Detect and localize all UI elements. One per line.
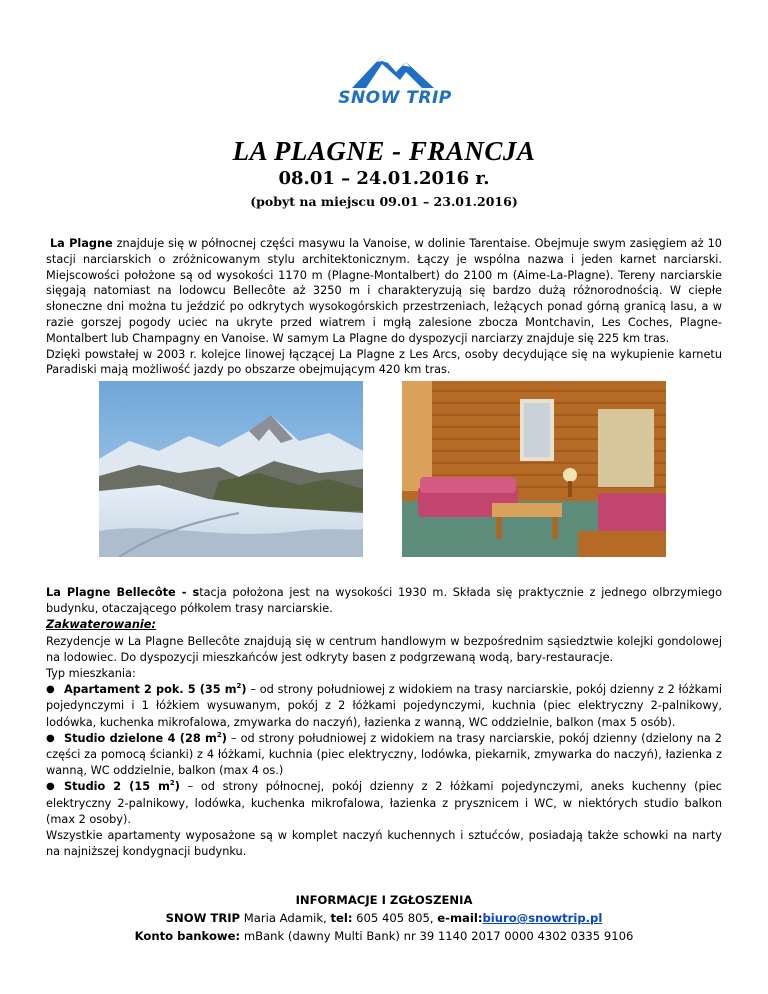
bullet-icon: ● — [46, 684, 55, 696]
accommodation-heading: Zakwaterowanie: — [46, 618, 156, 632]
company-name: SNOW TRIP — [165, 911, 241, 925]
types-label: Typ mieszkania: — [46, 667, 136, 681]
apartment-photo — [402, 381, 666, 557]
bank-line — [0, 927, 768, 945]
apartment-item: ● Apartament 2 pok. 5 (35 $m^2$) – od strony południowej z widokiem na trasy narciarskie, pokój dzienny z 2 łóżkami pojedynczymi i 1 łóżkiem wysuwanym, pokój z 2 łóżkami pojedynczymi, kuchnia (piec elektryczny 2-palnikowy, lodówka, kuchenka mikrofalowa, zmywarka do naczyń), łazienka z wanną, WC oddzielnie, balkon (max 5 osób). — [46, 682, 722, 729]
stay-dates: (pobyt na miejscu 09.01 – 23.01.2016) — [250, 194, 518, 209]
bellecote-paragraph — [46, 585, 722, 617]
email-label: e-mail: — [437, 911, 483, 925]
intro-text: znajduje się w północnej części masywu la Vanoise, w dolinie Tarentaise. Obejmuje swym zasięgiem aż 10 stacji narciarskich o zróżnicowanym stylu architektonicznym. Łączy je wspólna nazwa i jeden karnet narciarski. Miejscowości położone są od wysokości 1170 m (Plagne-Montalbert) do 2100 m (Aime-La-Plagne). Tereny narciarskie sięgają natomiast na lodowcu Bellecôte aż 3250 m i charakteryzują się bardzo dużą różnorodnością. W ciepłe słoneczne dni można tu jeździć po odkrytych wysokogórskich przestrzeniach, leżących ponad górną granicą lasu, a w razie gorszej pogody uciec na ukryte przed wiatrem i mgłą zalesione zbocza Montchavin, Les Coches, Plagne-Montalbert lub Champagny en Vanoise. W samym La Plagne do dyspozycji narciarzy znajduje się 225 km tras. — [46, 237, 722, 345]
tel-number: 605 405 805, — [352, 911, 438, 925]
tel-label: tel: — [330, 911, 353, 925]
page-title: LA PLAGNE - FRANCJA — [232, 136, 536, 166]
intro-paradiski: Dzięki powstałej w 2003 r. kolejce linowej łączącej La Plagne z Les Arcs, osoby decydujące się na wykupienie karnetu Paradiski mają możliwość jazdy po obszarze obejmującym 420 km tras. — [46, 347, 722, 377]
bullet-icon: ● — [46, 781, 55, 793]
footer-heading: INFORMACJE I ZGŁOSZENIA — [295, 893, 473, 907]
closing-paragraph: Wszystkie apartamenty wyposażone są w komplet naczyń kuchennych i sztućców, posiadają także schowki na narty na najniższej kondygnacji budynku. — [46, 829, 722, 859]
intro-paragraph — [46, 236, 722, 347]
mountain-icon — [330, 50, 460, 90]
snow-trip-logo — [330, 50, 460, 112]
mountain-photo — [99, 381, 363, 557]
email-link[interactable]: biuro@snowtrip.pl — [482, 911, 603, 925]
details-section — [46, 585, 722, 860]
contact-line — [0, 909, 768, 927]
studio-item: ● Studio 2 (15 $m^2$) – od strony północnej, pokój dzienny z 2 łóżkami pojedynczymi, aneks kuchenny (piec elektryczny 2-palnikowy, lodówka, kuchenka mikrofalowa, łazienka z prysznicem i WC, w niektórych studio balkon (max 2 osoby). — [46, 779, 722, 826]
bullet-icon: ● — [46, 732, 55, 744]
bellecote-text: tacja położona jest na wysokości 1930 m. Składa się praktycznie z jednego olbrzymiego budynku, otaczającego półkolem trasy narciarskie. — [46, 586, 723, 616]
contact-footer — [0, 891, 768, 945]
bank-label: Konto bankowe: — [134, 929, 241, 943]
intro-section — [46, 236, 722, 378]
contact-person: Maria Adamik, — [240, 911, 331, 925]
logo-text: SNOW TRIP — [338, 88, 452, 108]
bellecote-lead: La Plagne Bellecôte - s — [46, 586, 200, 599]
accommodation-text: Rezydencje w La Plagne Bellecôte znajdują się w centrum handlowym w bezpośrednim sąsiedztwie kolejki gondolowej na lodowiec. Do dyspozycji mieszkańców jest odkryty basen z podgrzewaną wodą, bary-restauracje. — [46, 634, 722, 664]
intro-lead: La Plagne — [49, 237, 113, 250]
studio-shared-item: ● Studio dzielone 4 (28 $m^2$) – od strony południowej z widokiem na trasy narciarskie, pokój dzienny (dzielony na 2 części za pomocą ścianki) z 4 łóżkami, kuchnia (piec elektryczny, lodówka, piekarnik, zmywarka do naczyń), łazienka z wanną, WC oddzielnie, balkon (max 4 os.) — [46, 731, 722, 778]
bank-account: mBank (dawny Multi Bank) nr 39 1140 2017 0000 4302 0335 9106 — [240, 929, 634, 943]
trip-dates: 08.01 – 24.01.2016 r. — [278, 168, 490, 189]
